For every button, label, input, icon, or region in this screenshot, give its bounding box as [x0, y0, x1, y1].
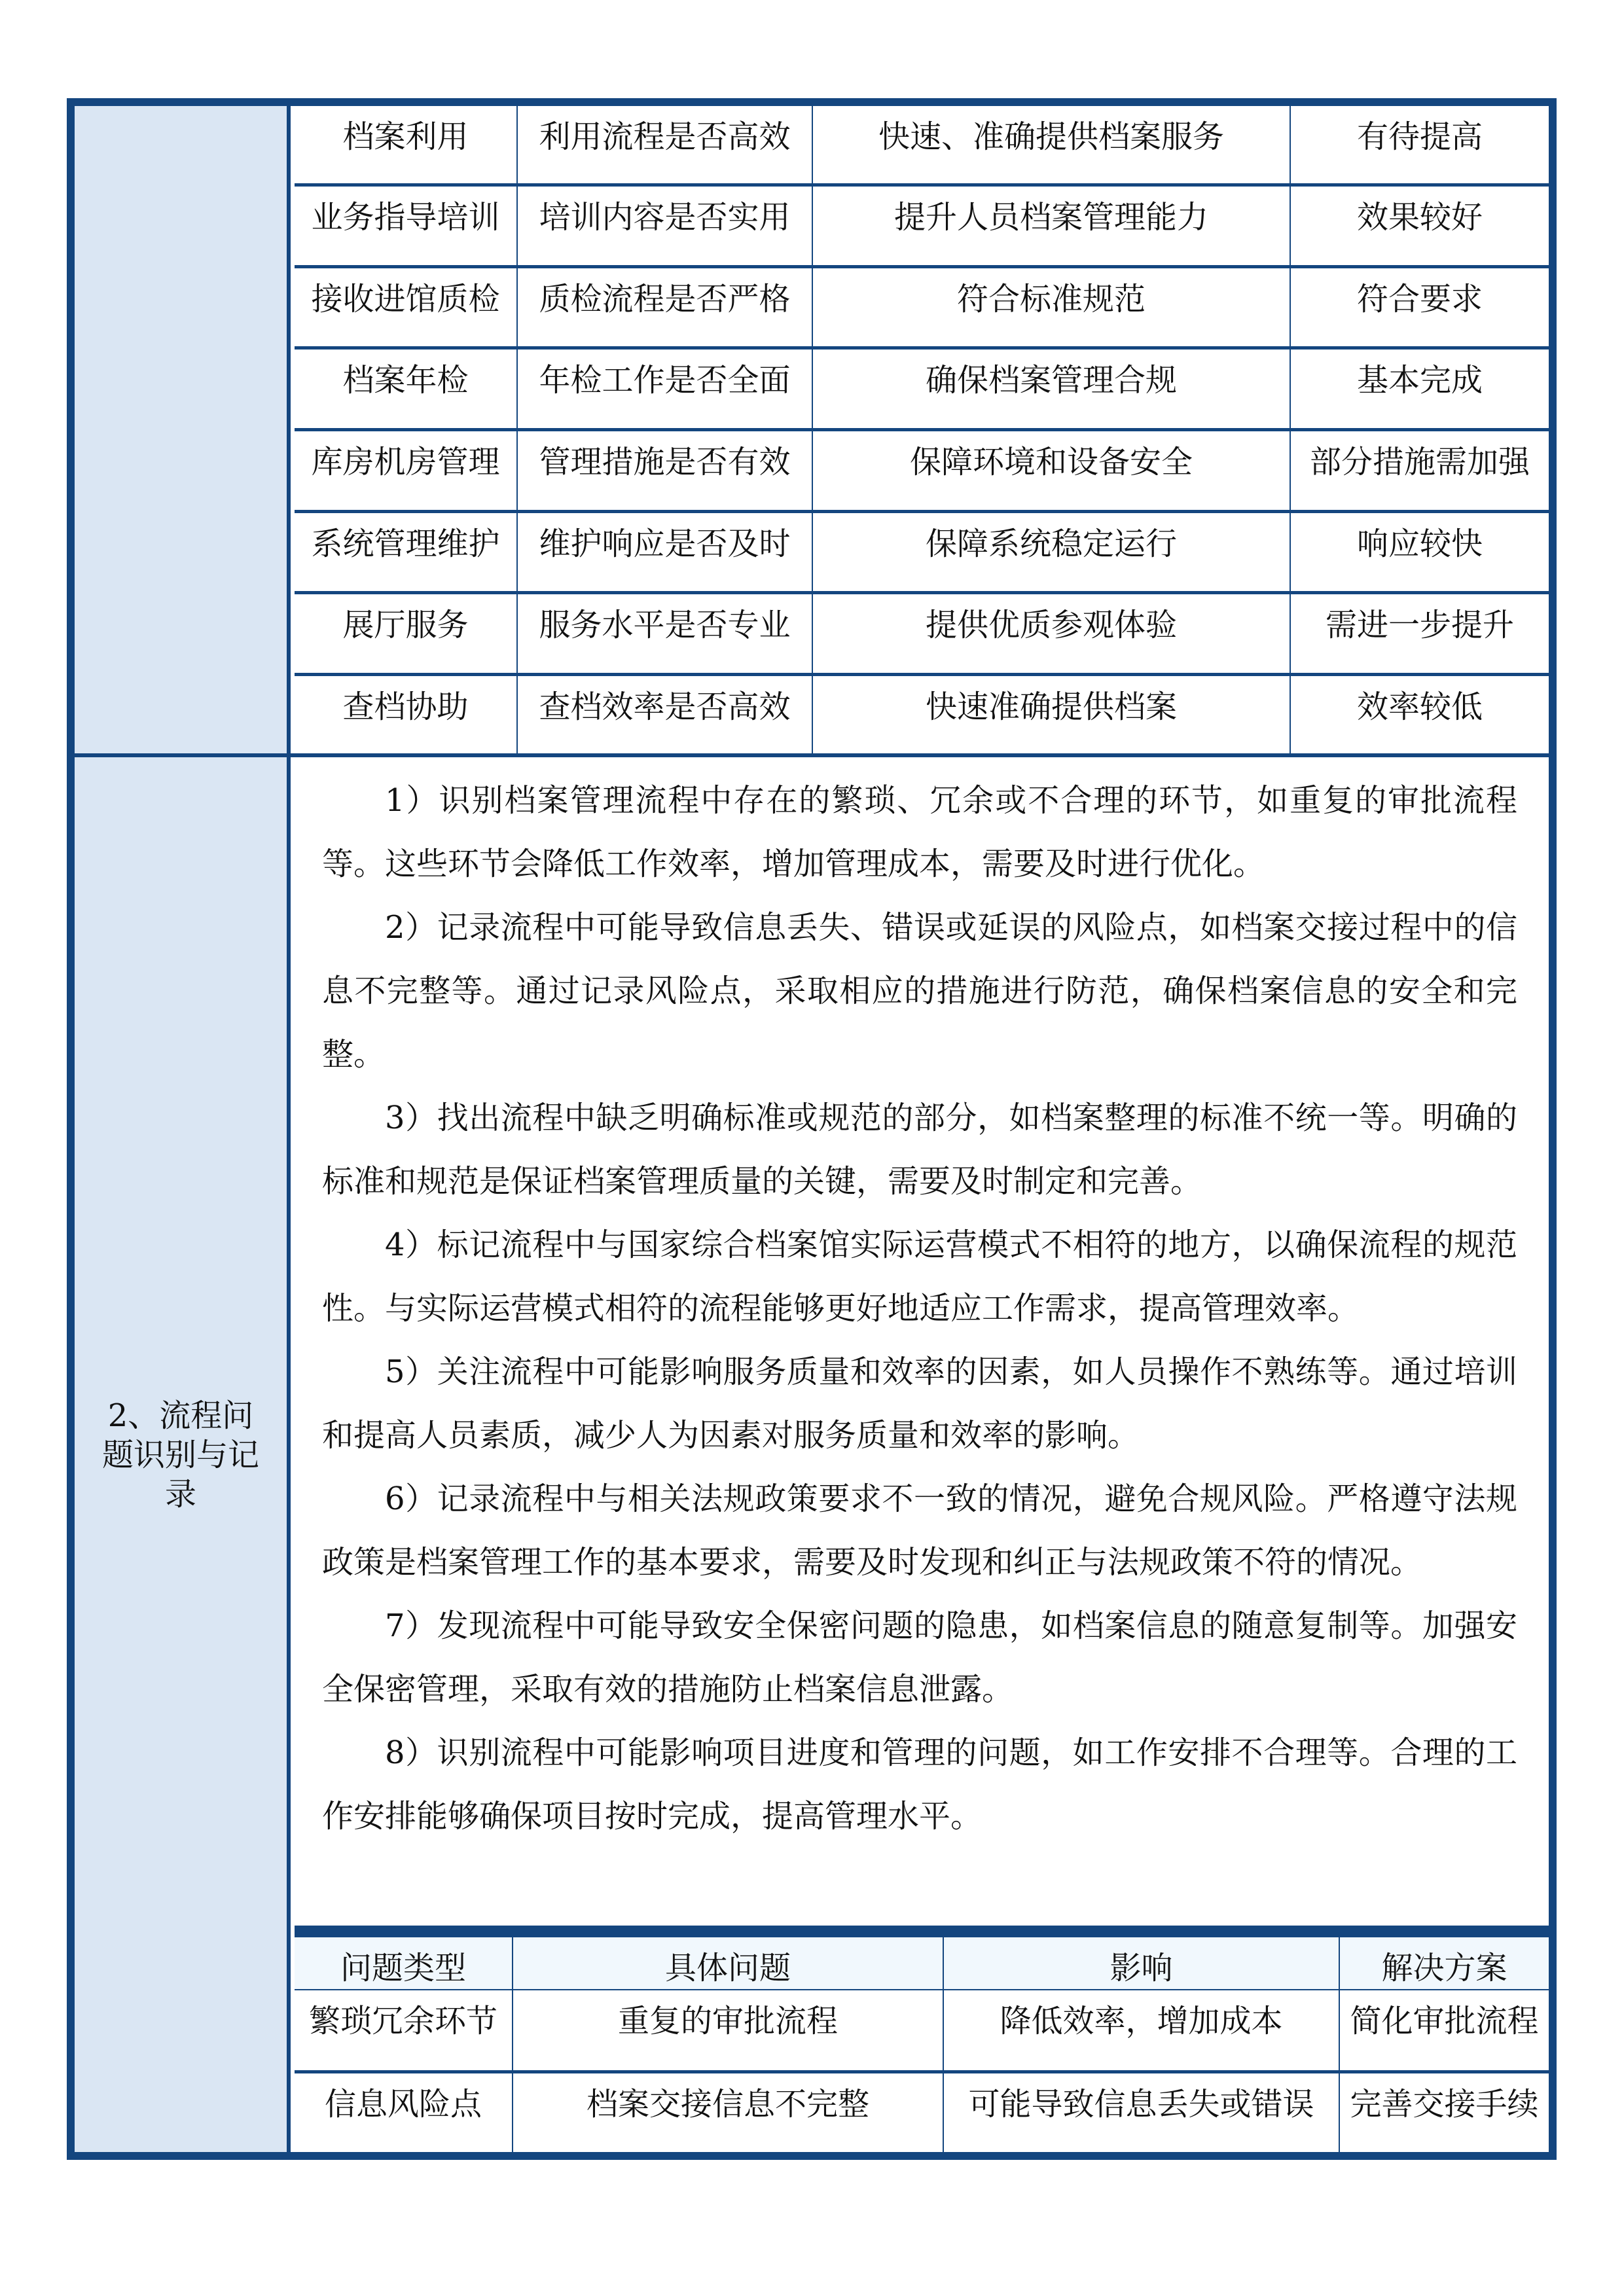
table-row: [295, 511, 1549, 593]
paragraph-list: [295, 757, 1549, 1926]
goal-cell: 确保档案管理合规: [812, 348, 1290, 430]
goal-cell: 提升人员档案管理能力: [812, 185, 1290, 267]
item-cell: 接收进馆质检: [295, 266, 517, 348]
goal-cell: 提供优质参观体验: [812, 593, 1290, 675]
table-row: [295, 2072, 1549, 2152]
paragraph: 3）找出流程中缺乏明确标准或规范的部分，如档案整理的标准不统一等。明确的标准和规范是保证档案管理质量的关键，需要及时制定和完善。: [322, 1100, 1517, 1200]
item-cell: 档案年检: [295, 348, 517, 430]
paragraph: 8）识别流程中可能影响项目进度和管理的问题，如工作安排不合理等。合理的工作安排能够确保项目按时完成，提高管理水平。: [322, 1734, 1517, 1835]
section2-label-cell: [75, 757, 291, 2152]
item-cell: 系统管理维护: [295, 511, 517, 593]
section1-label-cell: [75, 106, 291, 753]
solution-cell: 简化审批流程: [1339, 1990, 1549, 2072]
goal-cell: 快速准确提供档案: [812, 674, 1290, 753]
paragraph: 7）发现流程中可能导致安全保密问题的隐患，如档案信息的随意复制等。加强安全保密管理，采取有效的措施防止档案信息泄露。: [322, 1607, 1517, 1708]
criterion-cell: 质检流程是否严格: [517, 266, 812, 348]
header-cell: 问题类型: [295, 1937, 513, 1990]
criterion-cell: 利用流程是否高效: [517, 106, 812, 185]
item-cell: 库房机房管理: [295, 429, 517, 511]
paragraph: 1）识别档案管理流程中存在的繁琐、冗余或不合理的环节，如重复的审批流程等。这些环节会降低工作效率，增加管理成本，需要及时进行优化。: [322, 782, 1517, 882]
table-row: [295, 593, 1549, 675]
issue-table: [295, 1937, 1549, 2152]
table-row: [295, 1990, 1549, 2072]
goal-cell: 快速、准确提供档案服务: [812, 106, 1290, 185]
evaluation-table: [67, 98, 1557, 2160]
paragraph: 4）标记流程中与国家综合档案馆实际运营模式不相符的地方，以确保流程的规范性。与实际运营模式相符的流程能够更好地适应工作需求，提高管理效率。: [322, 1227, 1517, 1327]
paragraph: 2）记录流程中可能导致信息丢失、错误或延误的风险点，如档案交接过程中的信息不完整等。通过记录风险点，采取相应的措施进行防范，确保档案信息的安全和完整。: [322, 909, 1517, 1073]
header-cell: 具体问题: [513, 1937, 943, 1990]
table-row: [295, 429, 1549, 511]
item-cell: 展厅服务: [295, 593, 517, 675]
evaluation-grid: [295, 106, 1549, 753]
section2-label: 2、流程问题识别与记录: [102, 1397, 260, 1513]
table-row: [295, 266, 1549, 348]
issue-type-cell: 信息风险点: [295, 2072, 513, 2152]
goal-cell: 符合标准规范: [812, 266, 1290, 348]
status-cell: 效率较低: [1290, 674, 1549, 753]
table-row: [295, 674, 1549, 753]
criterion-cell: 管理措施是否有效: [517, 429, 812, 511]
issue-detail-cell: 重复的审批流程: [513, 1990, 943, 2072]
status-cell: 需进一步提升: [1290, 593, 1549, 675]
impact-cell: 降低效率，增加成本: [943, 1990, 1339, 2072]
status-cell: 有待提高: [1290, 106, 1549, 185]
criterion-cell: 年检工作是否全面: [517, 348, 812, 430]
criterion-cell: 查档效率是否高效: [517, 674, 812, 753]
criterion-cell: 培训内容是否实用: [517, 185, 812, 267]
section1-content: [295, 106, 1549, 753]
impact-cell: 可能导致信息丢失或错误: [943, 2072, 1339, 2152]
status-cell: 部分措施需加强: [1290, 429, 1549, 511]
issue-grid: [295, 1937, 1549, 2152]
table-row: [295, 185, 1549, 267]
paragraph: 5）关注流程中可能影响服务质量和效率的因素，如人员操作不熟练等。通过培训和提高人员素质，减少人为因素对服务质量和效率的影响。: [322, 1354, 1517, 1454]
status-cell: 基本完成: [1290, 348, 1549, 430]
table-row: [295, 348, 1549, 430]
status-cell: 响应较快: [1290, 511, 1549, 593]
header-cell: 解决方案: [1339, 1937, 1549, 1990]
criterion-cell: 维护响应是否及时: [517, 511, 812, 593]
item-cell: 查档协助: [295, 674, 517, 753]
table-header-row: [295, 1937, 1549, 1990]
item-cell: 业务指导培训: [295, 185, 517, 267]
status-cell: 效果较好: [1290, 185, 1549, 267]
criterion-cell: 服务水平是否专业: [517, 593, 812, 675]
status-cell: 符合要求: [1290, 266, 1549, 348]
goal-cell: 保障系统稳定运行: [812, 511, 1290, 593]
issue-detail-cell: 档案交接信息不完整: [513, 2072, 943, 2152]
paragraph: 6）记录流程中与相关法规政策要求不一致的情况，避免合规风险。严格遵守法规政策是档案管理工作的基本要求，需要及时发现和纠正与法规政策不符的情况。: [322, 1480, 1517, 1581]
goal-cell: 保障环境和设备安全: [812, 429, 1290, 511]
header-cell: 影响: [943, 1937, 1339, 1990]
sub-table-divider: [295, 1926, 1549, 1937]
solution-cell: 完善交接手续: [1339, 2072, 1549, 2152]
table-row: [295, 106, 1549, 185]
item-cell: 档案利用: [295, 106, 517, 185]
issue-type-cell: 繁琐冗余环节: [295, 1990, 513, 2072]
section2-content: [295, 757, 1549, 2152]
